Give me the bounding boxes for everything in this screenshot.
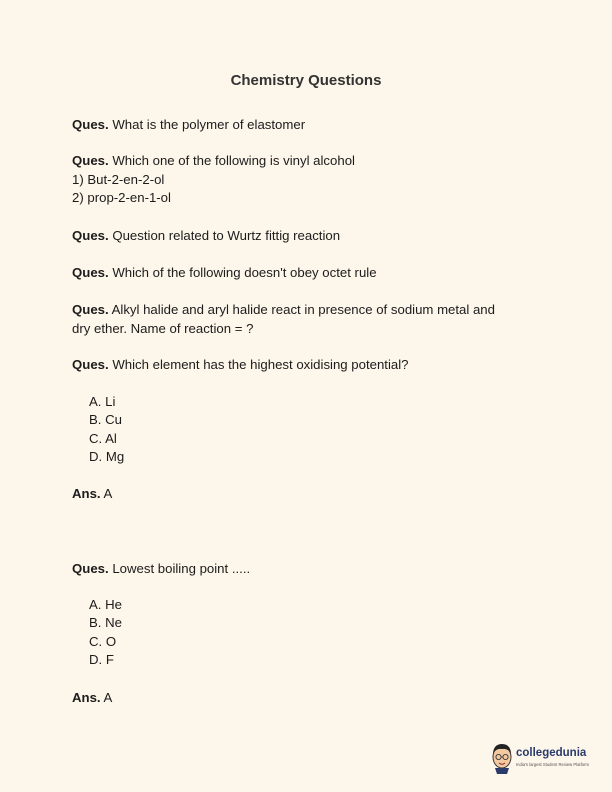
ques-label: Ques. [72, 117, 109, 132]
question-7 [72, 560, 542, 579]
logo-tagline: India's largest Student Review Platform [516, 762, 589, 767]
ques-label: Ques. [72, 302, 109, 317]
question-text: Which element has the highest oxidising potential? [112, 357, 409, 372]
option: 1) But-2-en-2-ol [72, 171, 165, 187]
mascot-icon [490, 741, 514, 775]
question-text: Question related to Wurtz fittig reaction [112, 228, 341, 243]
option: D. F [89, 652, 114, 667]
question-text: Which one of the following is vinyl alcohol [112, 153, 355, 168]
question-text: Lowest boiling point ..... [112, 561, 251, 576]
question-text: Which of the following doesn't obey octet rule [112, 265, 377, 280]
ques-label: Ques. [72, 153, 109, 168]
option: B. Cu [89, 412, 122, 427]
ques-label: Ques. [72, 228, 109, 243]
answer-text: A [103, 690, 113, 705]
option: C. O [89, 634, 117, 649]
question-1 [72, 116, 542, 135]
option: A. He [89, 597, 122, 612]
ques-label: Ques. [72, 357, 109, 372]
page-title: Chemistry Questions [230, 72, 382, 89]
answer-6 [72, 485, 542, 504]
ques-label: Ques. [72, 561, 109, 576]
question-5 [72, 301, 542, 338]
question-4 [72, 264, 542, 283]
answer-text: A [103, 486, 113, 501]
logo-wordmark: collegedunia [516, 747, 587, 759]
option: B. Ne [89, 615, 122, 630]
ans-label: Ans. [72, 690, 101, 705]
collegedunia-logo [490, 741, 595, 779]
option: D. Mg [89, 449, 125, 464]
answer-7 [72, 689, 542, 708]
question-text: Alkyl halide and aryl halide react in presence of sodium metal and [111, 302, 495, 317]
option: 2) prop-2-en-1-ol [72, 190, 171, 205]
ques-label: Ques. [72, 265, 109, 280]
question-text: What is the polymer of elastomer [112, 117, 306, 132]
question-text-continued: dry ether. Name of reaction = ? [72, 320, 254, 336]
option: C. Al [89, 431, 117, 446]
ans-label: Ans. [72, 486, 101, 501]
question-2 [72, 152, 542, 208]
question-6 [72, 356, 542, 375]
option: A. Li [89, 394, 116, 409]
question-3 [72, 227, 542, 246]
